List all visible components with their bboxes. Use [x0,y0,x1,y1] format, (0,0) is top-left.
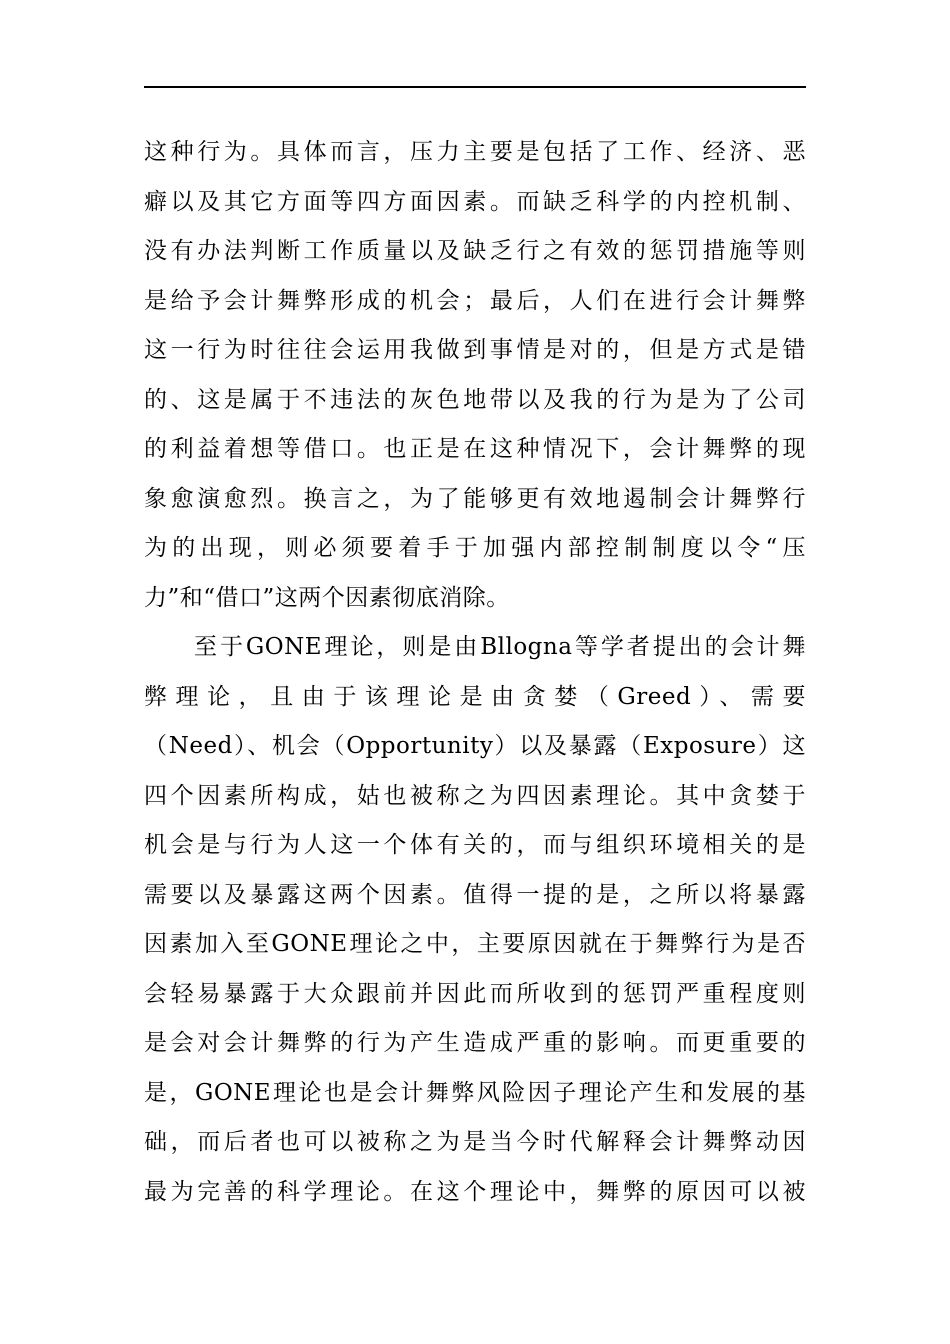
text-line: 需要以及暴露这两个因素。值得一提的是，之所以将暴露 [144,881,806,908]
text-line: 癖以及其它方面等四方面因素。而缺乏科学的内控机制、 [144,188,806,215]
text-line: 因素加入至GONE理论之中，主要原因就在于舞弊行为是否 [144,931,806,957]
text-line: 的利益着想等借口。也正是在这种情况下，会计舞弊的现 [144,436,806,462]
text-line: 力”和“借口”这两个因素彻底消除。 [144,584,510,611]
body-text [144,128,806,1217]
text-line: 础，而后者也可以被称之为是当今时代解释会计舞弊动因 [144,1129,806,1155]
text-line: （Need）、机会（Opportunity）以及暴露（Exposure）这 [144,733,806,759]
text-line: 弊理论，且由于该理论是由贪婪（Greed）、需要 [144,683,806,710]
text-line: 是会对会计舞弊的行为产生造成严重的影响。而更重要的 [144,1030,806,1056]
paragraph-1 [144,128,806,623]
text-line: 没有办法判断工作质量以及缺乏行之有效的惩罚措施等则 [144,238,806,264]
header-rule [144,86,806,88]
text-line: 为的出现，则必须要着手于加强内部控制制度以令“压 [144,535,806,561]
text-line: 最为完善的科学理论。在这个理论中，舞弊的原因可以被 [144,1178,806,1205]
text-line: 是，GONE理论也是会计舞弊风险因子理论产生和发展的基 [144,1079,806,1106]
text-line: 的、这是属于不违法的灰色地带以及我的行为是为了公司 [144,386,806,413]
paragraph-2 [144,623,806,1217]
text-line: 会轻易暴露于大众跟前并因此而所收到的惩罚严重程度则 [144,980,806,1007]
text-line: 象愈演愈烈。换言之，为了能够更有效地遏制会计舞弊行 [144,485,806,512]
text-line: 是给予会计舞弊形成的机会；最后，人们在进行会计舞弊 [144,287,806,314]
text-line: 机会是与行为人这一个体有关的，而与组织环境相关的是 [144,832,806,858]
text-line: 至于GONE理论，则是由Bllogna等学者提出的会计舞 [194,634,806,660]
text-line: 这种行为。具体而言，压力主要是包括了工作、经济、恶 [144,139,806,165]
text-line: 四个因素所构成，姑也被称之为四因素理论。其中贪婪于 [144,782,806,809]
text-line: 这一行为时往往会运用我做到事情是对的，但是方式是错 [144,337,806,363]
